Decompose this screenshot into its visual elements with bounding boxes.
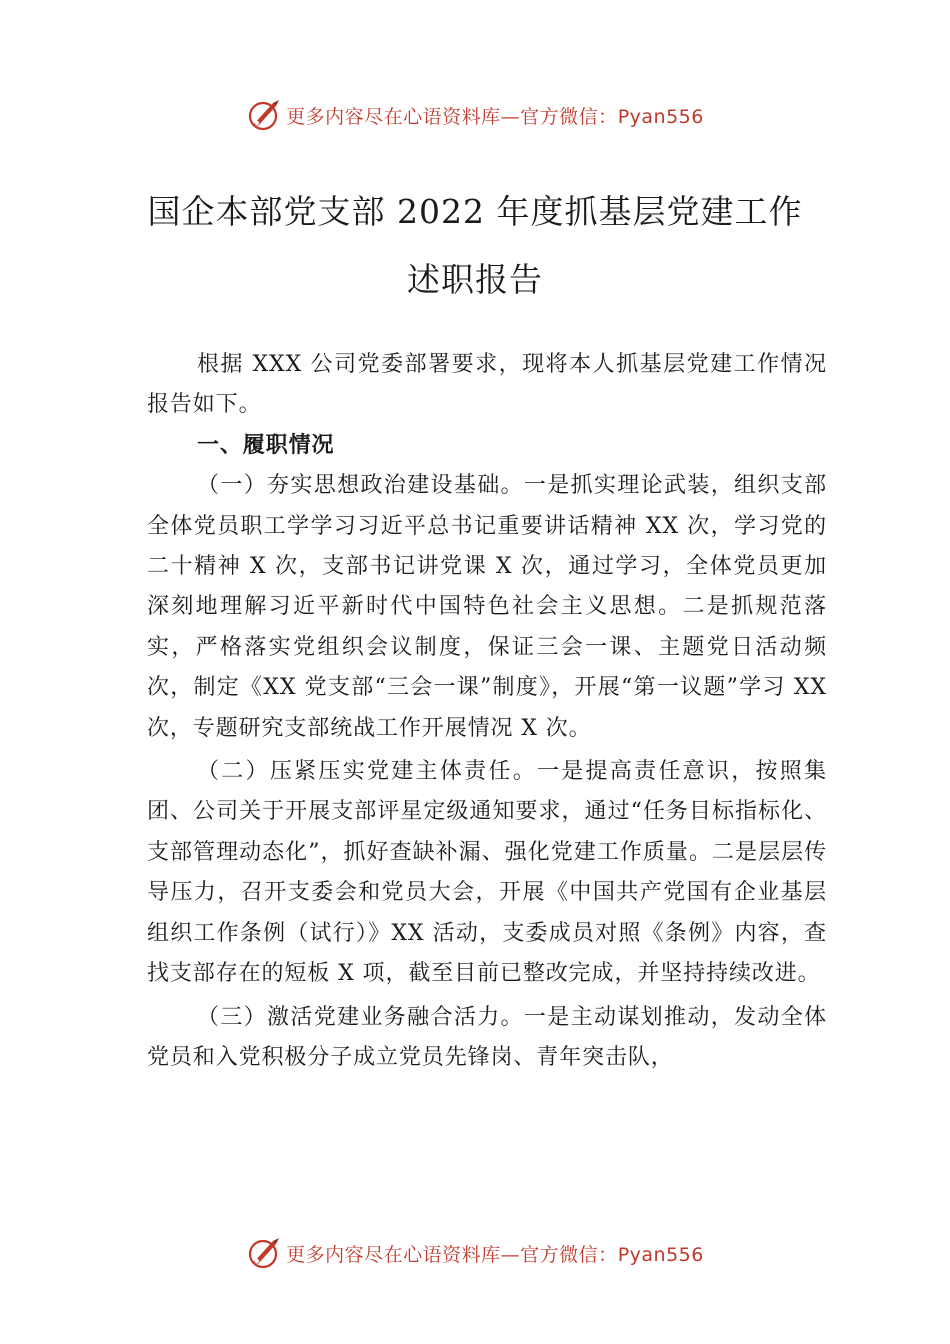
paragraph-3: （三）激活党建业务融合活力。一是主动谋划推动，发动全体党员和入党积极分子成立党员先锋岗、青年突击队， [147, 1004, 827, 1070]
document-title-line1: 国企本部党支部 2022 年度抓基层党建工作 [147, 192, 803, 231]
section-heading: 一、履职情况 [197, 432, 335, 458]
quill-logo-icon [246, 97, 282, 133]
document-body [147, 345, 827, 1078]
watermark-banner-bottom [0, 1233, 950, 1273]
quill-logo-icon [246, 1235, 282, 1271]
intro-paragraph: 根据 XXX 公司党委部署要求，现将本人抓基层党建工作情况报告如下。 [147, 352, 827, 418]
watermark-text: 更多内容尽在心语资料库—官方微信：Pyan556 [286, 1243, 704, 1266]
watermark-banner-top [0, 95, 950, 135]
paragraph-2: （二）压紧压实党建主体责任。一是提高责任意识，按照集团、公司关于开展支部评星定级通知要求，通过“任务目标指标化、支部管理动态化”，抓好查缺补漏、强化党建工作质量。二是层层传导压力，召开支委会和党员大会，开展《中国共产党国有企业基层组织工作条例（试行）》XX 活动，支委成员对照《条例》内容，查找支部存在的短板 X 项，截至目前已整改完成，并坚持持续改进。 [147, 759, 827, 987]
paragraph-1: （一）夯实思想政治建设基础。一是抓实理论武装，组织支部全体党员职工学学习习近平总书记重要讲话精神 XX 次，学习党的二十精神 X 次，支部书记讲党课 X 次，通过学习，全体党员更加深刻地理解习近平新时代中国特色社会主义思想。二是抓规范落实，严格落实党组织会议制度，保证三会一课、主题党日活动频次，制定《XX 党支部“三会一课”制度》，开展“第一议题”学习 XX 次，专题研究支部统战工作开展情况 X 次。 [147, 473, 827, 741]
watermark-text: 更多内容尽在心语资料库—官方微信：Pyan556 [286, 105, 704, 128]
document-title-line2: 述职报告 [407, 260, 543, 299]
